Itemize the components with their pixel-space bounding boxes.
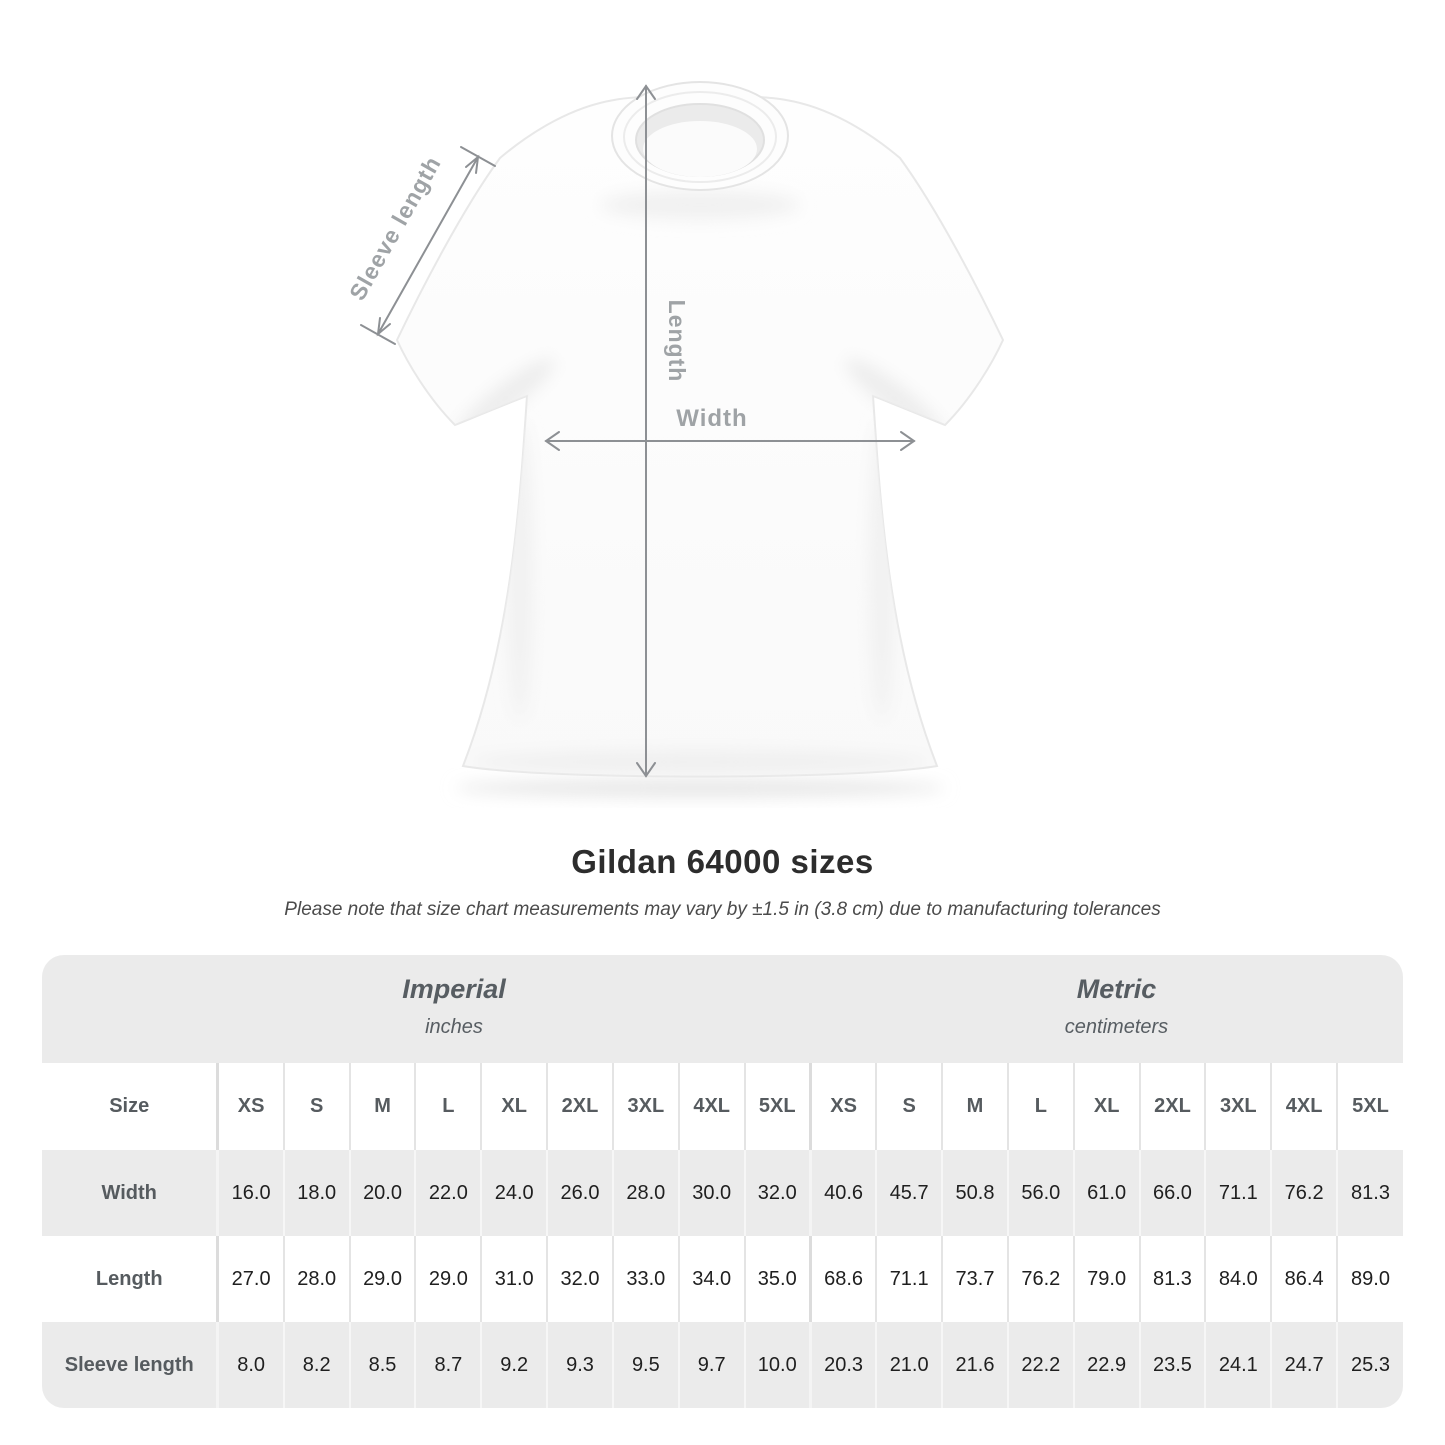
value-cell: 16.0	[218, 1150, 284, 1236]
width-label: Width	[676, 405, 748, 432]
metric-group-name: Metric	[1076, 974, 1157, 1004]
size-header-cell: S	[284, 1063, 350, 1150]
value-cell: 22.9	[1074, 1322, 1140, 1408]
value-cell: 34.0	[679, 1236, 745, 1322]
value-cell: 25.3	[1337, 1322, 1403, 1408]
value-cell: 71.1	[876, 1236, 942, 1322]
value-cell: 24.1	[1205, 1322, 1271, 1408]
row-label: Length	[95, 1267, 163, 1290]
value-cell: 9.2	[481, 1322, 547, 1408]
size-header-cell: 5XL	[745, 1063, 811, 1150]
value-cell: 81.3	[1337, 1150, 1403, 1236]
tshirt-shadow	[455, 779, 945, 797]
size-header-cell: M	[350, 1063, 416, 1150]
value-cell: 35.0	[745, 1236, 811, 1322]
value-cell: 45.7	[876, 1150, 942, 1236]
value-cell: 24.0	[481, 1150, 547, 1236]
value-cell: 8.7	[415, 1322, 481, 1408]
value-cell: 31.0	[481, 1236, 547, 1322]
value-cell: 9.3	[547, 1322, 613, 1408]
size-table	[42, 1063, 1403, 1408]
value-cell: 9.5	[613, 1322, 679, 1408]
value-cell: 18.0	[284, 1150, 350, 1236]
value-cell: 56.0	[1008, 1150, 1074, 1236]
value-cell: 20.3	[810, 1322, 876, 1408]
tshirt-collar-inside	[643, 121, 757, 177]
size-header-row	[42, 1063, 1403, 1150]
size-header-cell: 4XL	[679, 1063, 745, 1150]
size-header-cell: XS	[218, 1063, 284, 1150]
size-header-cell: 2XL	[1140, 1063, 1206, 1150]
size-header-cell: XL	[481, 1063, 547, 1150]
tolerance-note: Please note that size chart measurements may vary by ±1.5 in (3.8 cm) due to manufacturing tolerances	[284, 899, 1161, 920]
value-cell: 21.0	[876, 1322, 942, 1408]
size-header-cell: 5XL	[1337, 1063, 1403, 1150]
value-cell: 8.0	[218, 1322, 284, 1408]
value-cell: 50.8	[942, 1150, 1008, 1236]
value-cell: 76.2	[1008, 1236, 1074, 1322]
value-cell: 9.7	[679, 1322, 745, 1408]
value-cell: 26.0	[547, 1150, 613, 1236]
value-cell: 79.0	[1074, 1236, 1140, 1322]
value-cell: 21.6	[942, 1322, 1008, 1408]
value-cell: 40.6	[810, 1150, 876, 1236]
value-cell: 81.3	[1140, 1236, 1206, 1322]
size-header-cell: 3XL	[613, 1063, 679, 1150]
value-cell: 32.0	[745, 1150, 811, 1236]
imperial-group-unit: inches	[425, 1016, 483, 1038]
value-cell: 27.0	[218, 1236, 284, 1322]
size-header-cell: M	[942, 1063, 1008, 1150]
metric-group-unit: centimeters	[1064, 1016, 1169, 1038]
value-cell: 28.0	[613, 1150, 679, 1236]
value-cell: 29.0	[415, 1236, 481, 1322]
size-header-cell: 4XL	[1271, 1063, 1337, 1150]
row-label: Sleeve length	[64, 1353, 194, 1376]
length-label: Length	[664, 299, 690, 383]
value-cell: 76.2	[1271, 1150, 1337, 1236]
metric-group-header	[810, 955, 1403, 1063]
value-cell: 61.0	[1074, 1150, 1140, 1236]
value-cell: 22.0	[415, 1150, 481, 1236]
value-cell: 29.0	[350, 1236, 416, 1322]
value-cell: 68.6	[810, 1236, 876, 1322]
row-label: Width	[101, 1181, 157, 1204]
value-cell: 86.4	[1271, 1236, 1337, 1322]
size-header-cell: 2XL	[547, 1063, 613, 1150]
value-cell: 32.0	[547, 1236, 613, 1322]
sleeve-length-row	[42, 1322, 1403, 1408]
size-header-cell: L	[1008, 1063, 1074, 1150]
value-cell: 30.0	[679, 1150, 745, 1236]
value-cell: 66.0	[1140, 1150, 1206, 1236]
size-header-cell: L	[415, 1063, 481, 1150]
imperial-group-name: Imperial	[402, 974, 506, 1004]
sleeve-length-label: Sleeve length	[344, 151, 447, 305]
value-cell: 10.0	[745, 1322, 811, 1408]
page-title: Gildan 64000 sizes	[571, 843, 874, 880]
size-header-cell: XS	[810, 1063, 876, 1150]
value-cell: 28.0	[284, 1236, 350, 1322]
width-row	[42, 1150, 1403, 1236]
size-header-cell: XL	[1074, 1063, 1140, 1150]
size-header-cell: 3XL	[1205, 1063, 1271, 1150]
corner-label: Size	[109, 1095, 150, 1117]
value-cell: 22.2	[1008, 1322, 1074, 1408]
value-cell: 20.0	[350, 1150, 416, 1236]
value-cell: 8.2	[284, 1322, 350, 1408]
length-row	[42, 1236, 1403, 1322]
imperial-group-header	[42, 955, 810, 1063]
value-cell: 71.1	[1205, 1150, 1271, 1236]
value-cell: 24.7	[1271, 1322, 1337, 1408]
value-cell: 73.7	[942, 1236, 1008, 1322]
size-chart-table	[42, 955, 1403, 1408]
size-header-cell: S	[876, 1063, 942, 1150]
value-cell: 23.5	[1140, 1322, 1206, 1408]
unit-group-header	[42, 955, 1403, 1063]
value-cell: 33.0	[613, 1236, 679, 1322]
value-cell: 84.0	[1205, 1236, 1271, 1322]
value-cell: 89.0	[1337, 1236, 1403, 1322]
value-cell: 8.5	[350, 1322, 416, 1408]
